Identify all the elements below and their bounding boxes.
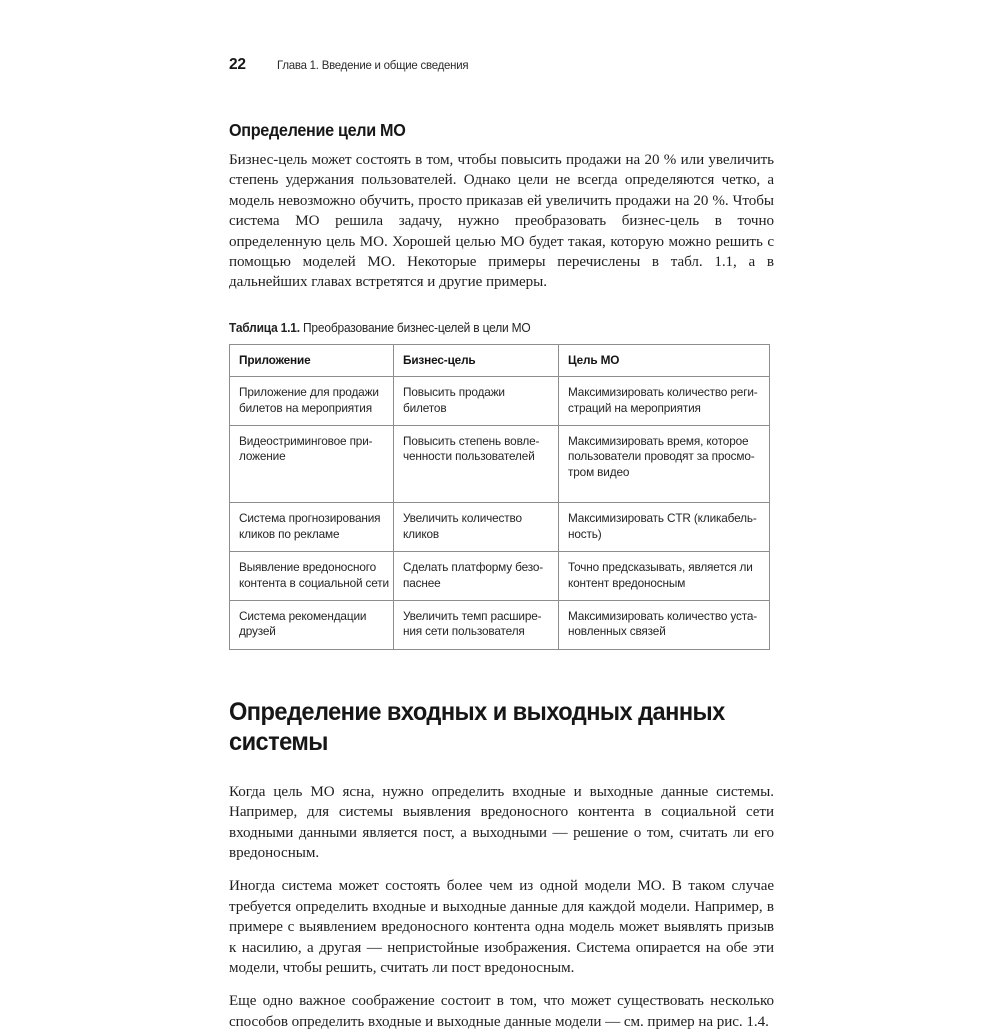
- table-header-business-goal: Бизнес-цель: [394, 344, 559, 376]
- chapter-title: Глава 1. Введение и общие сведения: [277, 58, 469, 72]
- cell-line: Точно предсказывать, является ли: [568, 560, 753, 575]
- paragraph-ml-goal: Бизнес-цель может состоять в том, чтобы повысить продажи на 20 % или увеличить степень удержания пользователей. Однако цели не всегда определяются четко, а модель невозможно обучить, просто приказав ей увеличить продажи на 20 %. Чтобы система МО решила задачу, нужно преобразовать бизнес-цель в точно определенную цель МО. Хорошей целью МО будет такая, которую можно решить с помощью моделей МО. Некоторые примеры перечислены в табл. 1.1, а в дальнейших главах встретятся и другие примеры.: [229, 152, 774, 291]
- table-header-application: Приложение: [230, 344, 394, 376]
- cell-line: Увеличить количество: [403, 511, 522, 526]
- section-heading-io-definition: Определение входных и выходных данных системы: [229, 697, 725, 757]
- section-heading-ml-goal: Определение цели МО: [229, 120, 406, 140]
- cell-business-goal: [394, 600, 559, 649]
- cell-ml-goal: [559, 377, 770, 426]
- cell-line: Увеличить темп расшире-: [403, 608, 542, 623]
- cell-line: Максимизировать количество реги-: [568, 385, 758, 400]
- table-row: [230, 377, 770, 426]
- table-row: [230, 552, 770, 601]
- cell-line: новленных связей: [568, 624, 666, 639]
- table-business-to-ml-goals: [229, 344, 770, 650]
- cell-line: Выявление вредоносного: [239, 560, 377, 575]
- running-head: [229, 56, 774, 80]
- cell-application: [230, 600, 394, 649]
- cell-line: друзей: [239, 624, 276, 639]
- cell-line: кликов: [403, 526, 439, 541]
- cell-line: Повысить степень вовле-: [403, 434, 540, 449]
- cell-line: Максимизировать время, которое: [568, 434, 749, 449]
- cell-business-goal: [394, 377, 559, 426]
- cell-line: Повысить продажи: [403, 385, 505, 400]
- paragraph-io-3: Еще одно важное соображение состоит в том, что может существовать несколько способов определить входные и выходные данные модели — см. пример на рис. 1.4.: [229, 993, 774, 1030]
- paragraph-io-1: Когда цель МО ясна, нужно определить входные и выходные данные системы. Например, для системы выявления вредоносного контента в социальной сети входными данными является пост, а выходными — решение о том, считать ли его вредоносным.: [229, 783, 774, 861]
- page-content: [229, 56, 774, 1032]
- spacer: [229, 650, 774, 697]
- cell-line: контент вредоносным: [568, 575, 686, 590]
- cell-ml-goal: [559, 426, 770, 503]
- table-caption-text: Преобразование бизнес-целей в цели МО: [303, 320, 531, 335]
- cell-ml-goal: [559, 552, 770, 601]
- cell-line: пользователи проводят за просмо-: [568, 449, 755, 464]
- page-number: 22: [229, 56, 246, 73]
- cell-line: кликов по рекламе: [239, 526, 340, 541]
- cell-line: страций на мероприятия: [568, 400, 701, 415]
- cell-line: Максимизировать CTR (кликабель-: [568, 511, 757, 526]
- cell-ml-goal: [559, 503, 770, 552]
- table-row: [230, 600, 770, 649]
- cell-line: паснее: [403, 575, 441, 590]
- cell-line: ния сети пользователя: [403, 624, 525, 639]
- cell-line: контента в социальной сети: [239, 575, 390, 590]
- cell-line: Максимизировать количество уста-: [568, 608, 758, 623]
- table-caption: [229, 321, 747, 335]
- cell-business-goal: [394, 426, 559, 503]
- table-header-row: [230, 344, 770, 376]
- cell-line: ложение: [239, 449, 286, 464]
- cell-application: [230, 503, 394, 552]
- cell-line: ность): [568, 526, 602, 541]
- table-row: [230, 426, 770, 503]
- cell-application: [230, 426, 394, 503]
- cell-line: тром видео: [568, 464, 630, 479]
- cell-line: Сделать платформу безо-: [403, 560, 544, 575]
- table-row: [230, 503, 770, 552]
- cell-line: ченности пользователей: [403, 449, 535, 464]
- cell-application: [230, 377, 394, 426]
- spacer: [229, 758, 774, 782]
- cell-business-goal: [394, 503, 559, 552]
- cell-line: билетов на мероприятия: [239, 400, 372, 415]
- cell-ml-goal: [559, 600, 770, 649]
- cell-line: Система прогнозирования: [239, 511, 381, 526]
- cell-line: Приложение для продажи: [239, 385, 379, 400]
- table-caption-label: Таблица 1.1.: [229, 320, 300, 335]
- cell-business-goal: [394, 552, 559, 601]
- cell-line: Система рекомендации: [239, 608, 367, 623]
- spacer: [229, 293, 774, 321]
- cell-application: [230, 552, 394, 601]
- cell-line: билетов: [403, 400, 447, 415]
- cell-line: Видеостриминговое при-: [239, 434, 373, 449]
- paragraph-io-2: Иногда система может состоять более чем из одной модели МО. В таком случае требуется определить входные и выходные данные для каждой модели. Например, в примере с выявлением вредоносного контента одна модель может выявлять призыв к насилию, а другая — непристойные изображения. Система опирается на обе эти модели, чтобы решить, считать ли пост вредоносным.: [229, 878, 774, 976]
- table-header-ml-goal: Цель МО: [559, 344, 770, 376]
